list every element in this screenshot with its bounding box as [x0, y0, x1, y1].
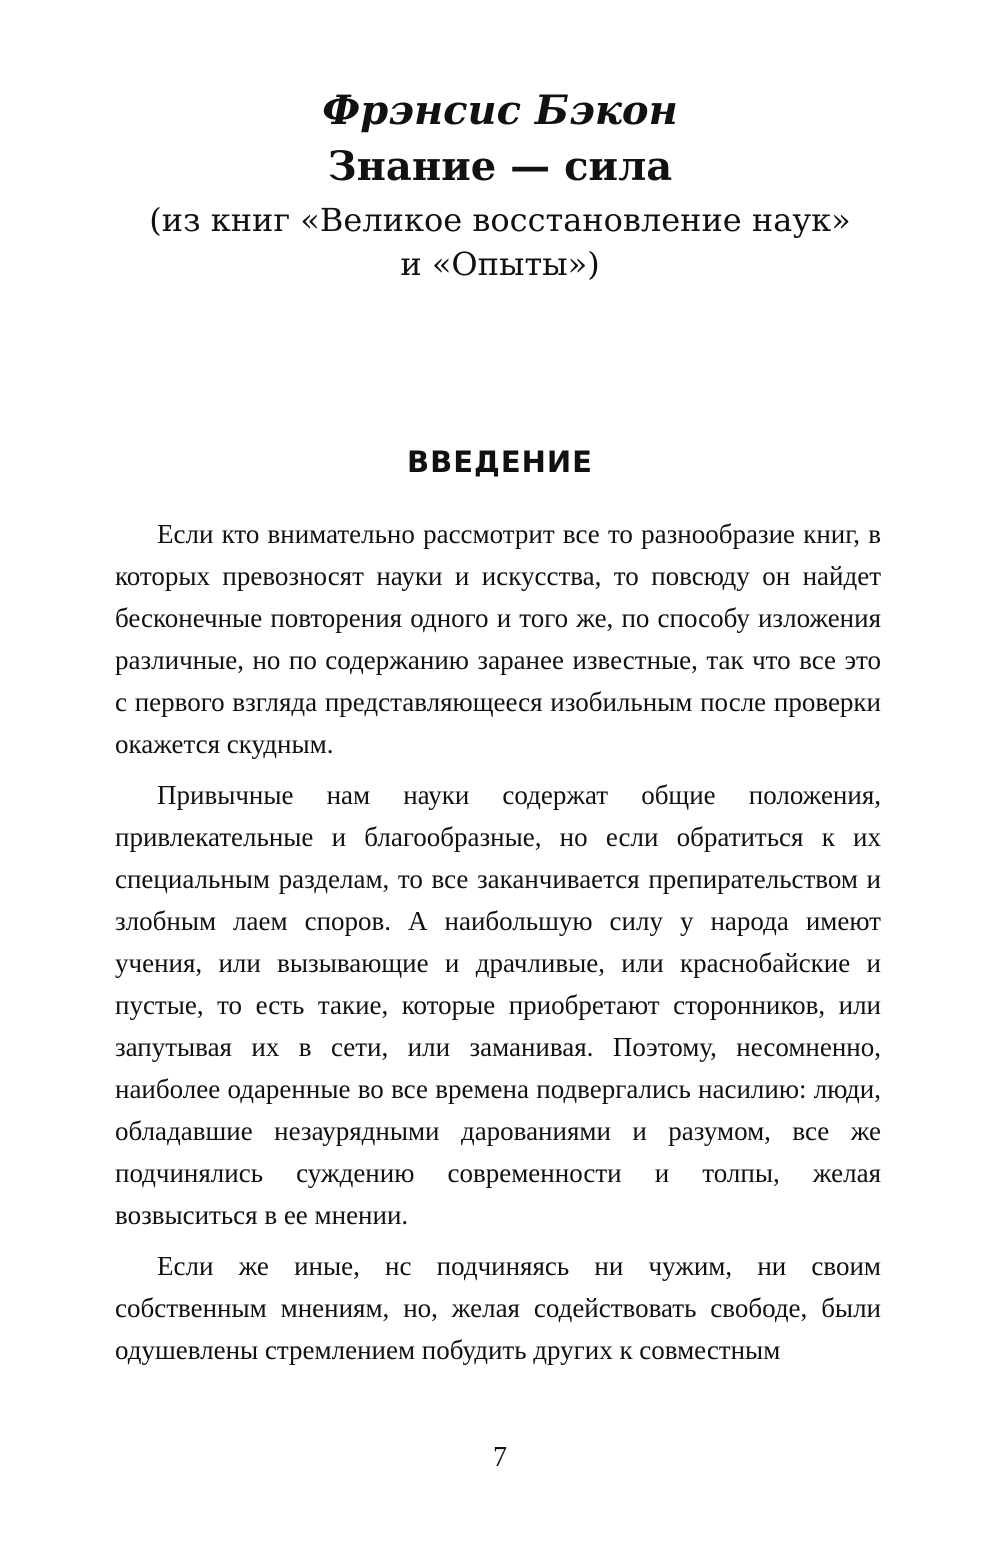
page-number: 7 [493, 1442, 507, 1473]
paragraph: Если кто внимательно рассмотрит все то разнообразие книг, в которых превозносят науки и искусства, то повсюду он найдет бесконечные повторения одного и того же, по способу изложения различные, но по содержанию заранее известные, так что все это с первого взгляда представляющееся изобильным после проверки окажется скудным. [115, 519, 881, 759]
paragraph: Привычные нам науки содержат общие положения, привлекательные и благообразные, но если обратиться к их специальным разделам, то все заканчивается препирательством и злобным лаем споров. А наибольшую силу у народа имеют учения, или вызывающие и драчливые, или краснобайские и пустые, то есть такие, которые приобретают сторонников, или запутывая их в сети, или заманивая. Поэтому, несомненно, наиболее одаренные во все времена подвергались насилию: люди, обладавшие незаурядными дарованиями и разумом, все же подчинялись суждению современности и толпы, желая возвыситься в ее мнении. [115, 780, 881, 1230]
chapter-header [0, 86, 1000, 286]
work-title: Знание — сила [327, 143, 673, 190]
body-text [115, 513, 881, 1380]
section-heading: ВВЕДЕНИЕ [406, 445, 593, 479]
subtitle-line-1: (из книг «Великое восстановление наук» [149, 201, 851, 239]
paragraph: Если же иные, нс подчиняясь ни чужим, ни своим собственным мнениям, но, желая содействовать свободе, были одушевлены стремлением побудить других к совместным [115, 1251, 881, 1365]
author-name: Фрэнсис Бэкон [322, 87, 678, 134]
subtitle-line-2: и «Опыты») [400, 245, 600, 283]
work-subtitle [0, 198, 1000, 286]
